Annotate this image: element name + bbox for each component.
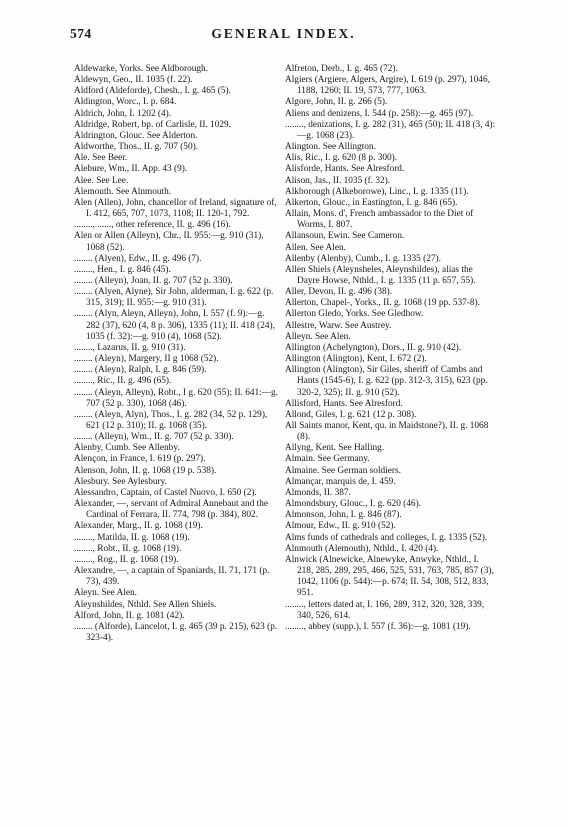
- index-entry: Aleynshildes, Nthld. See Allen Shiels.: [74, 599, 217, 610]
- index-entry: Alnwick (Alnewicke, Alnewyke, Anwyke, Nthld., I. 218, 285, 289, 295, 466, 525, 531, 763, 785, 857 (3), 1042, 1106 (p. 544):—p. 674; II. 54, 308, 512, 833, 951.: [285, 554, 494, 599]
- index-entry: Alms funds of cathedrals and colleges, I. g. 1335 (52).: [285, 532, 488, 543]
- index-entry: Almour, Edw., II. g. 910 (52).: [285, 521, 396, 532]
- index-entry: Alexandre, —, a captain of Spaniards, II. 71, 171 (p. 73), 439.: [74, 566, 270, 588]
- index-entry: Almonson, John, I. g. 846 (87).: [285, 510, 402, 521]
- index-entry: ........, letters dated at, I. 166, 289, 312, 320, 328, 339, 340, 526, 614.: [285, 599, 485, 621]
- index-entry: ........, abbey (supp.), I. 557 (f. 36):—g. 1081 (19).: [285, 621, 471, 632]
- index-entry: Allisford, Hants. See Alresford.: [285, 398, 403, 409]
- index-entry: Allen. See Alen.: [285, 242, 346, 253]
- index-entry: Almaine. See German soldiers.: [285, 465, 401, 476]
- index-entry: Allington (Alington), Sir Giles, sheriff of Cambs and Hants (1545-6), I. g. 622 (pp. 312-3, 315), 623 (pp. 320-2, 325); II. g. 910 (52).: [285, 365, 488, 398]
- index-entry: All Saints manor, Kent, qu. in Maidstone?), II. g. 1068 (8).: [285, 421, 489, 443]
- index-column-right: [285, 64, 497, 633]
- index-entry: ........, Ric., II. g. 496 (65).: [74, 376, 172, 387]
- index-entry: Allyng, Kent. See Halling.: [285, 443, 385, 454]
- index-entry: Alenby, Cumb. See Allenby.: [74, 443, 180, 454]
- index-entry: Alen or Allen (Alleyn), Chr., II. 955:—g. 910 (31), 1068 (52).: [74, 231, 264, 253]
- index-entry: Aller, Devon, II. g. 496 (38).: [285, 287, 393, 298]
- index-entry: Allond, Giles, I. g. 621 (12 p. 308).: [285, 409, 417, 420]
- index-entry: Aldworthe, Thos., II. g. 707 (50).: [74, 142, 199, 153]
- index-entry: Alford, John, II. g. 1081 (42).: [74, 610, 185, 621]
- index-entry: Alkerton, Glouc., in Eastington, I. g. 846 (65).: [285, 197, 458, 208]
- index-entry: Alnmouth (Alemouth), Nthld., I. 420 (4).: [285, 543, 439, 554]
- index-entry: Ale. See Beer.: [74, 153, 128, 164]
- index-entry: ........ (Aleyn), Margery, II g 1068 (52).: [74, 354, 219, 365]
- index-entry: Allen Shiels (Aleynsheles, Aleynshildes), alias the Dayre Howse, Nthld., I. g. 1335 (11 p. 657, 55).: [285, 264, 476, 286]
- index-entry: Alenson, John, II. g. 1068 (19 p. 538).: [74, 465, 217, 476]
- index-entry: Allington (Achelyngton), Dors., II. g. 910 (42).: [285, 342, 462, 353]
- index-entry: Almondsbury, Glouc., I. g. 620 (46).: [285, 499, 421, 510]
- running-title: GENERAL INDEX.: [211, 26, 356, 41]
- index-column-left: [74, 64, 278, 644]
- index-entry: Allansoun, Ewin. See Cameron.: [285, 231, 405, 242]
- index-entry: Alis, Ric., I. g. 620 (8 p. 300).: [285, 153, 398, 164]
- index-entry: Alemouth. See Alnmouth.: [74, 186, 172, 197]
- index-entry: Algore, John, II. g. 266 (5).: [285, 97, 388, 108]
- index-entry: Aldewarke, Yorks. See Aldborough.: [74, 64, 209, 74]
- index-entry: ........ (Alforde), Lancelot, I. g. 465 (39 p. 215), 623 (p. 323-4).: [74, 621, 278, 643]
- index-entry: Alkborough (Alkeborowe), Linc., I. g. 1335 (11).: [285, 186, 469, 197]
- index-entry: Alfreton, Derb., I. g. 465 (72).: [285, 64, 398, 74]
- index-entry: ........, Lazarus, II. g. 910 (31).: [74, 342, 186, 353]
- index-entry: ........ (Alyen), Edw., II. g. 496 (7).: [74, 253, 202, 264]
- index-entry: Aldridge, Robert, bp. of Carlisle, II. 1029.: [74, 119, 231, 130]
- index-entry: ........, Matilda, II. g. 1068 (19).: [74, 532, 190, 543]
- index-entry: ........, Hen., I. g. 846 (45).: [74, 264, 171, 275]
- index-entry: Alessandro, Captain, of Castel Nuovo, I. 650 (2).: [74, 487, 257, 498]
- index-entry: Alebure, Wm., II. App. 43 (9).: [74, 164, 188, 175]
- index-entry: Aldewyn, Geo., II. 1035 (f. 22).: [74, 75, 193, 86]
- index-entry: Aliens and denizens, I. 544 (p. 258):—g. 465 (97).: [285, 108, 474, 119]
- index-entry: Alesbury. See Aylesbury.: [74, 476, 167, 487]
- index-entry: Alexander, Marg., II. g. 1068 (19).: [74, 521, 203, 532]
- index-entry: ........, Robt., II. g. 1068 (19).: [74, 543, 182, 554]
- index-entry: Alee. See Lee.: [74, 175, 129, 186]
- index-entry: Aldrich, John, I. 1202 (4).: [74, 108, 172, 119]
- index-entry: Allerton, Chapel-, Yorks., II. g. 1068 (19 pp. 537-8).: [285, 298, 480, 309]
- index-entry: Aldington, Worc., I. p. 684.: [74, 97, 177, 108]
- index-entry: Alleyn. See Alen.: [285, 331, 351, 342]
- page-header: [0, 26, 567, 48]
- index-entry: ........ (Alleyn), Joan, II. g. 707 (52 p. 330).: [74, 275, 233, 286]
- index-entry: Almonds, II. 387.: [285, 487, 351, 498]
- index-entry: ........ (Alyn, Aleyn, Alleyn), John, I. 557 (f. 9):—g. 282 (37), 620 (4, 8 p. 306), 1335 (11); II. 418 (24), 1035 (f. 32):—g. 910 (4), 1068 (52).: [74, 309, 275, 342]
- index-entry: Aldrington, Glouc. See Alderton.: [74, 130, 198, 141]
- index-entry: ........ (Aleyn, Alyn), Thos., I. g. 282 (34, 52 p. 129), 621 (12 p. 310); II. g. 1068 (35).: [74, 409, 268, 431]
- index-entry: ........ (Aleyn, Alleyn), Robt., I g. 620 (55); II. 641:—g. 707 (52 p. 330), 1068 (46).: [74, 387, 278, 409]
- index-entry: Aleyn. See Alen.: [74, 588, 137, 599]
- index-entry: Alençon, in France, I. 619 (p. 297).: [74, 454, 206, 465]
- index-entry: Allerton Gledo, Yorks. See Gledhow.: [285, 309, 424, 320]
- index-entry: ........ (Aleyn), Ralph, I. g. 846 (59).: [74, 365, 207, 376]
- index-entry: Alington. See Allington.: [285, 142, 376, 153]
- index-entry: Allain, Mons. d', French ambassador to the Diet of Worms, I. 807.: [285, 209, 474, 231]
- index-entry: Allenby (Alenby), Cumb., I. g. 1335 (27).: [285, 253, 441, 264]
- page-number: 574: [70, 26, 92, 41]
- index-entry: ........, denizations, I. g. 282 (31), 465 (50); II. 418 (3, 4):—g. 1068 (23).: [285, 119, 496, 141]
- index-entry: Algiers (Argiere, Algers, Argire), I. 619 (p. 297), 1046, 1188, 1260; II. 19, 573, 777, 1063.: [285, 75, 490, 97]
- index-entry: Almain. See Germany.: [285, 454, 370, 465]
- index-entry: Alen (Allen), John, chancellor of Ireland, signature of, I. 412, 665, 707, 1073, 1108; II. 120-1, 792.: [74, 197, 277, 220]
- index-entry: Alexander, —, servant of Admiral Annebaut and the Cardinal of Ferrara, II. 774, 798 (p. 384), 802.: [74, 499, 269, 521]
- index-entry: Alison, Jas., II. 1035 (f. 32).: [285, 175, 391, 186]
- index-entry: Aldford (Aldeforde), Chesh., I. g. 465 (5).: [74, 86, 231, 97]
- index-entry: Allestre, Warw. See Austrey.: [285, 320, 392, 331]
- index-entry: ........, Rog., II. g. 1068 (19).: [74, 554, 179, 565]
- index-entry: Almançar, marquis de, I. 459.: [285, 476, 396, 487]
- index-entry: ........ (Alleyn), Wm., II. g. 707 (52 p. 330).: [74, 432, 234, 443]
- index-entry: ........ (Alyen, Alyne), Sir John, alderman, I. g. 622 (p. 315, 319); II. 955:—g. 910 (31).: [74, 287, 274, 309]
- index-entry: Alisforde, Hants. See Alresford.: [285, 164, 405, 175]
- index-entry: ........, ......, other reference, II. g. 496 (16).: [74, 220, 231, 231]
- index-entry: Allington (Alington), Kent, I. 672 (2).: [285, 354, 427, 365]
